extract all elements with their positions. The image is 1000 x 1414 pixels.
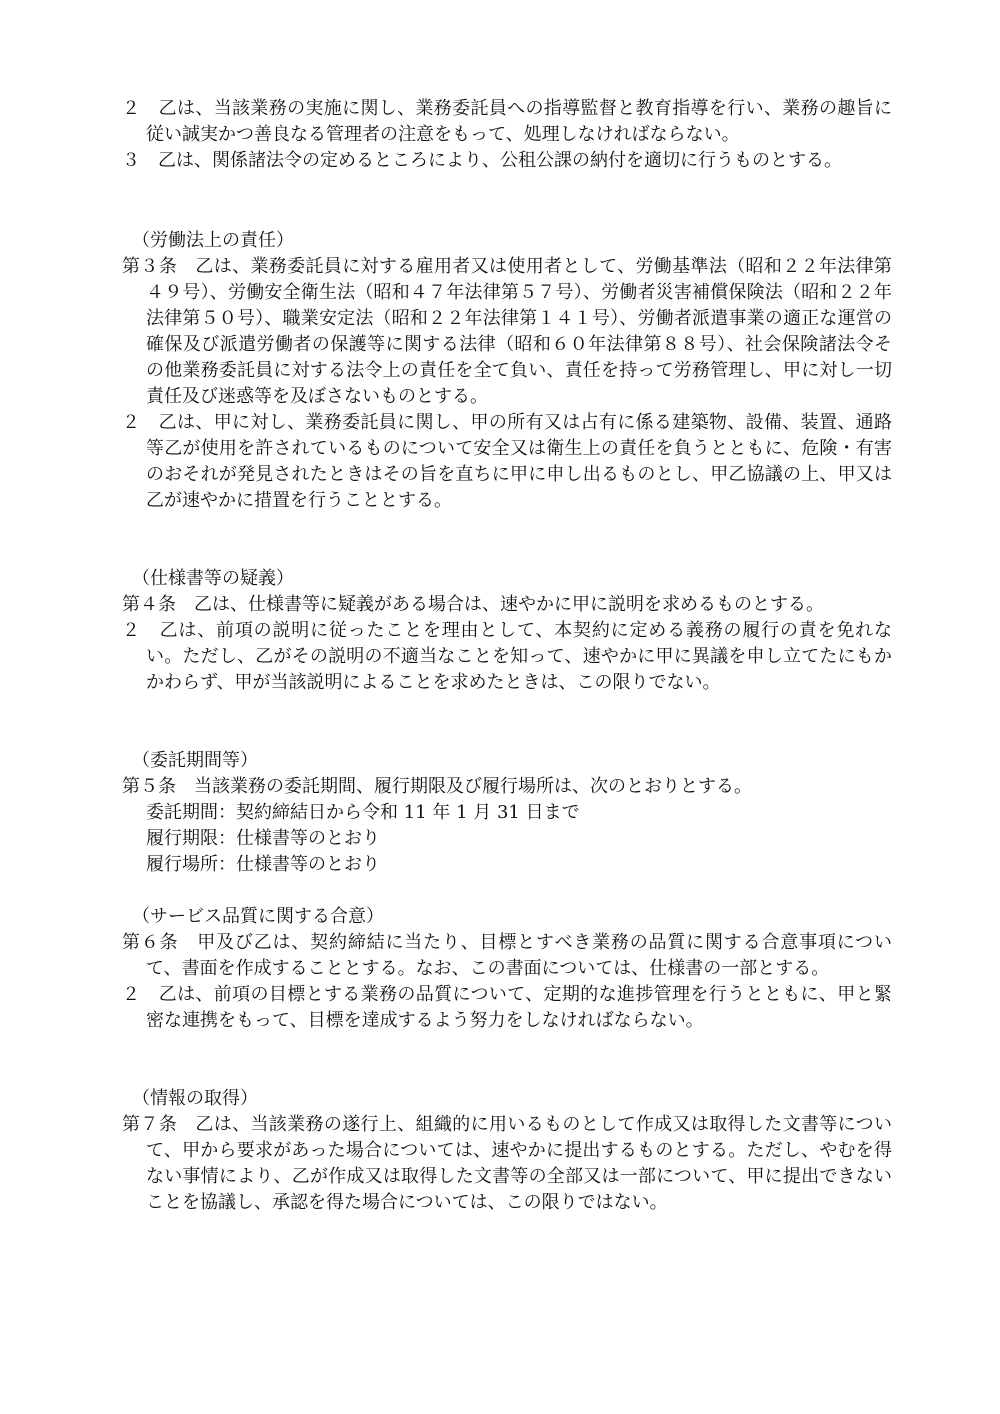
contract-period-line: 委託期間：契約締結日から令和 11 年 1 月 31 日まで: [146, 802, 580, 823]
article-6-paragraph-1: 第６条 甲及び乙は、契約締結に当たり、目標とすべき業務の品質に関する合意事項について、書面を作成することとする。なお、この書面については、仕様書の一部とする。: [122, 932, 892, 979]
article-6-heading: （サービス品質に関する合意）: [132, 906, 384, 927]
article-4-heading: （仕様書等の疑義）: [132, 568, 294, 589]
intro-section: [122, 96, 892, 174]
performance-location-line: 履行場所：仕様書等のとおり: [146, 854, 380, 875]
article-3-paragraph-1: 第３条 乙は、業務委託員に対する雇用者又は使用者として、労働基準法（昭和２２年法律第４９号）、労働安全衛生法（昭和４７年法律第５７号）、労働者災害補償保険法（昭和２２年法律第５０号）、職業安定法（昭和２２年法律第１４１号）、労働者派遣事業の適正な運営の確保及び派遣労働者の保護等に関する法律（昭和６０年法律第８８号）、社会保険諸法令その他業務委託員に対する法令上の責任を全て負い、責任を持って労務管理し、甲に対し一切責任及び迷惑等を及ぼさないものとする。: [122, 256, 892, 407]
article-4-paragraph-2: ２ 乙は、前項の説明に従ったことを理由として、本契約に定める義務の履行の責を免れない。ただし、乙がその説明の不適当なことを知って、速やかに甲に異議を申し立てたにもかかわらず、甲が当該説明によることを求めたときは、この限りでない。: [122, 620, 892, 693]
paragraph-2: ２ 乙は、当該業務の実施に関し、業務委託員への指導監督と教育指導を行い、業務の趣旨に従い誠実かつ善良なる管理者の注意をもって、処理しなければならない。: [122, 98, 892, 145]
article-5-paragraph-1: 第５条 当該業務の委託期間、履行期限及び履行場所は、次のとおりとする。: [122, 776, 752, 797]
article-3-heading: （労働法上の責任）: [132, 230, 294, 251]
paragraph-3: ３ 乙は、関係諸法令の定めるところにより、公租公課の納付を適切に行うものとする。: [122, 150, 842, 171]
article-6-paragraph-2: ２ 乙は、前項の目標とする業務の品質について、定期的な進捗管理を行うとともに、甲と緊密な連携をもって、目標を達成するよう努力をしなければならない。: [122, 984, 892, 1031]
article-7-section: [122, 1086, 892, 1216]
article-7-paragraph-1: 第７条 乙は、当該業務の遂行上、組織的に用いるものとして作成又は取得した文書等について、甲から要求があった場合については、速やかに提出するものとする。ただし、やむを得ない事情により、乙が作成又は取得した文書等の全部又は一部について、甲に提出できないことを協議し、承認を得た場合については、この限りではない。: [122, 1114, 892, 1213]
article-5-heading: （委託期間等）: [132, 750, 258, 771]
performance-deadline-line: 履行期限：仕様書等のとおり: [146, 828, 380, 849]
article-3-paragraph-2: ２ 乙は、甲に対し、業務委託員に関し、甲の所有又は占有に係る建築物、設備、装置、通路等乙が使用を許されているものについて安全又は衛生上の責任を負うとともに、危険・有害のおそれが発見されたときはその旨を直ちに甲に申し出るものとし、甲乙協議の上、甲又は乙が速やかに措置を行うこととする。: [122, 412, 892, 511]
article-4-paragraph-1: 第４条 乙は、仕様書等に疑義がある場合は、速やかに甲に説明を求めるものとする。: [122, 594, 824, 615]
article-5-section: [122, 748, 892, 878]
article-6-section: [122, 904, 892, 1034]
article-4-section: [122, 566, 892, 696]
article-3-section: [122, 228, 892, 514]
article-7-heading: （情報の取得）: [132, 1088, 258, 1109]
